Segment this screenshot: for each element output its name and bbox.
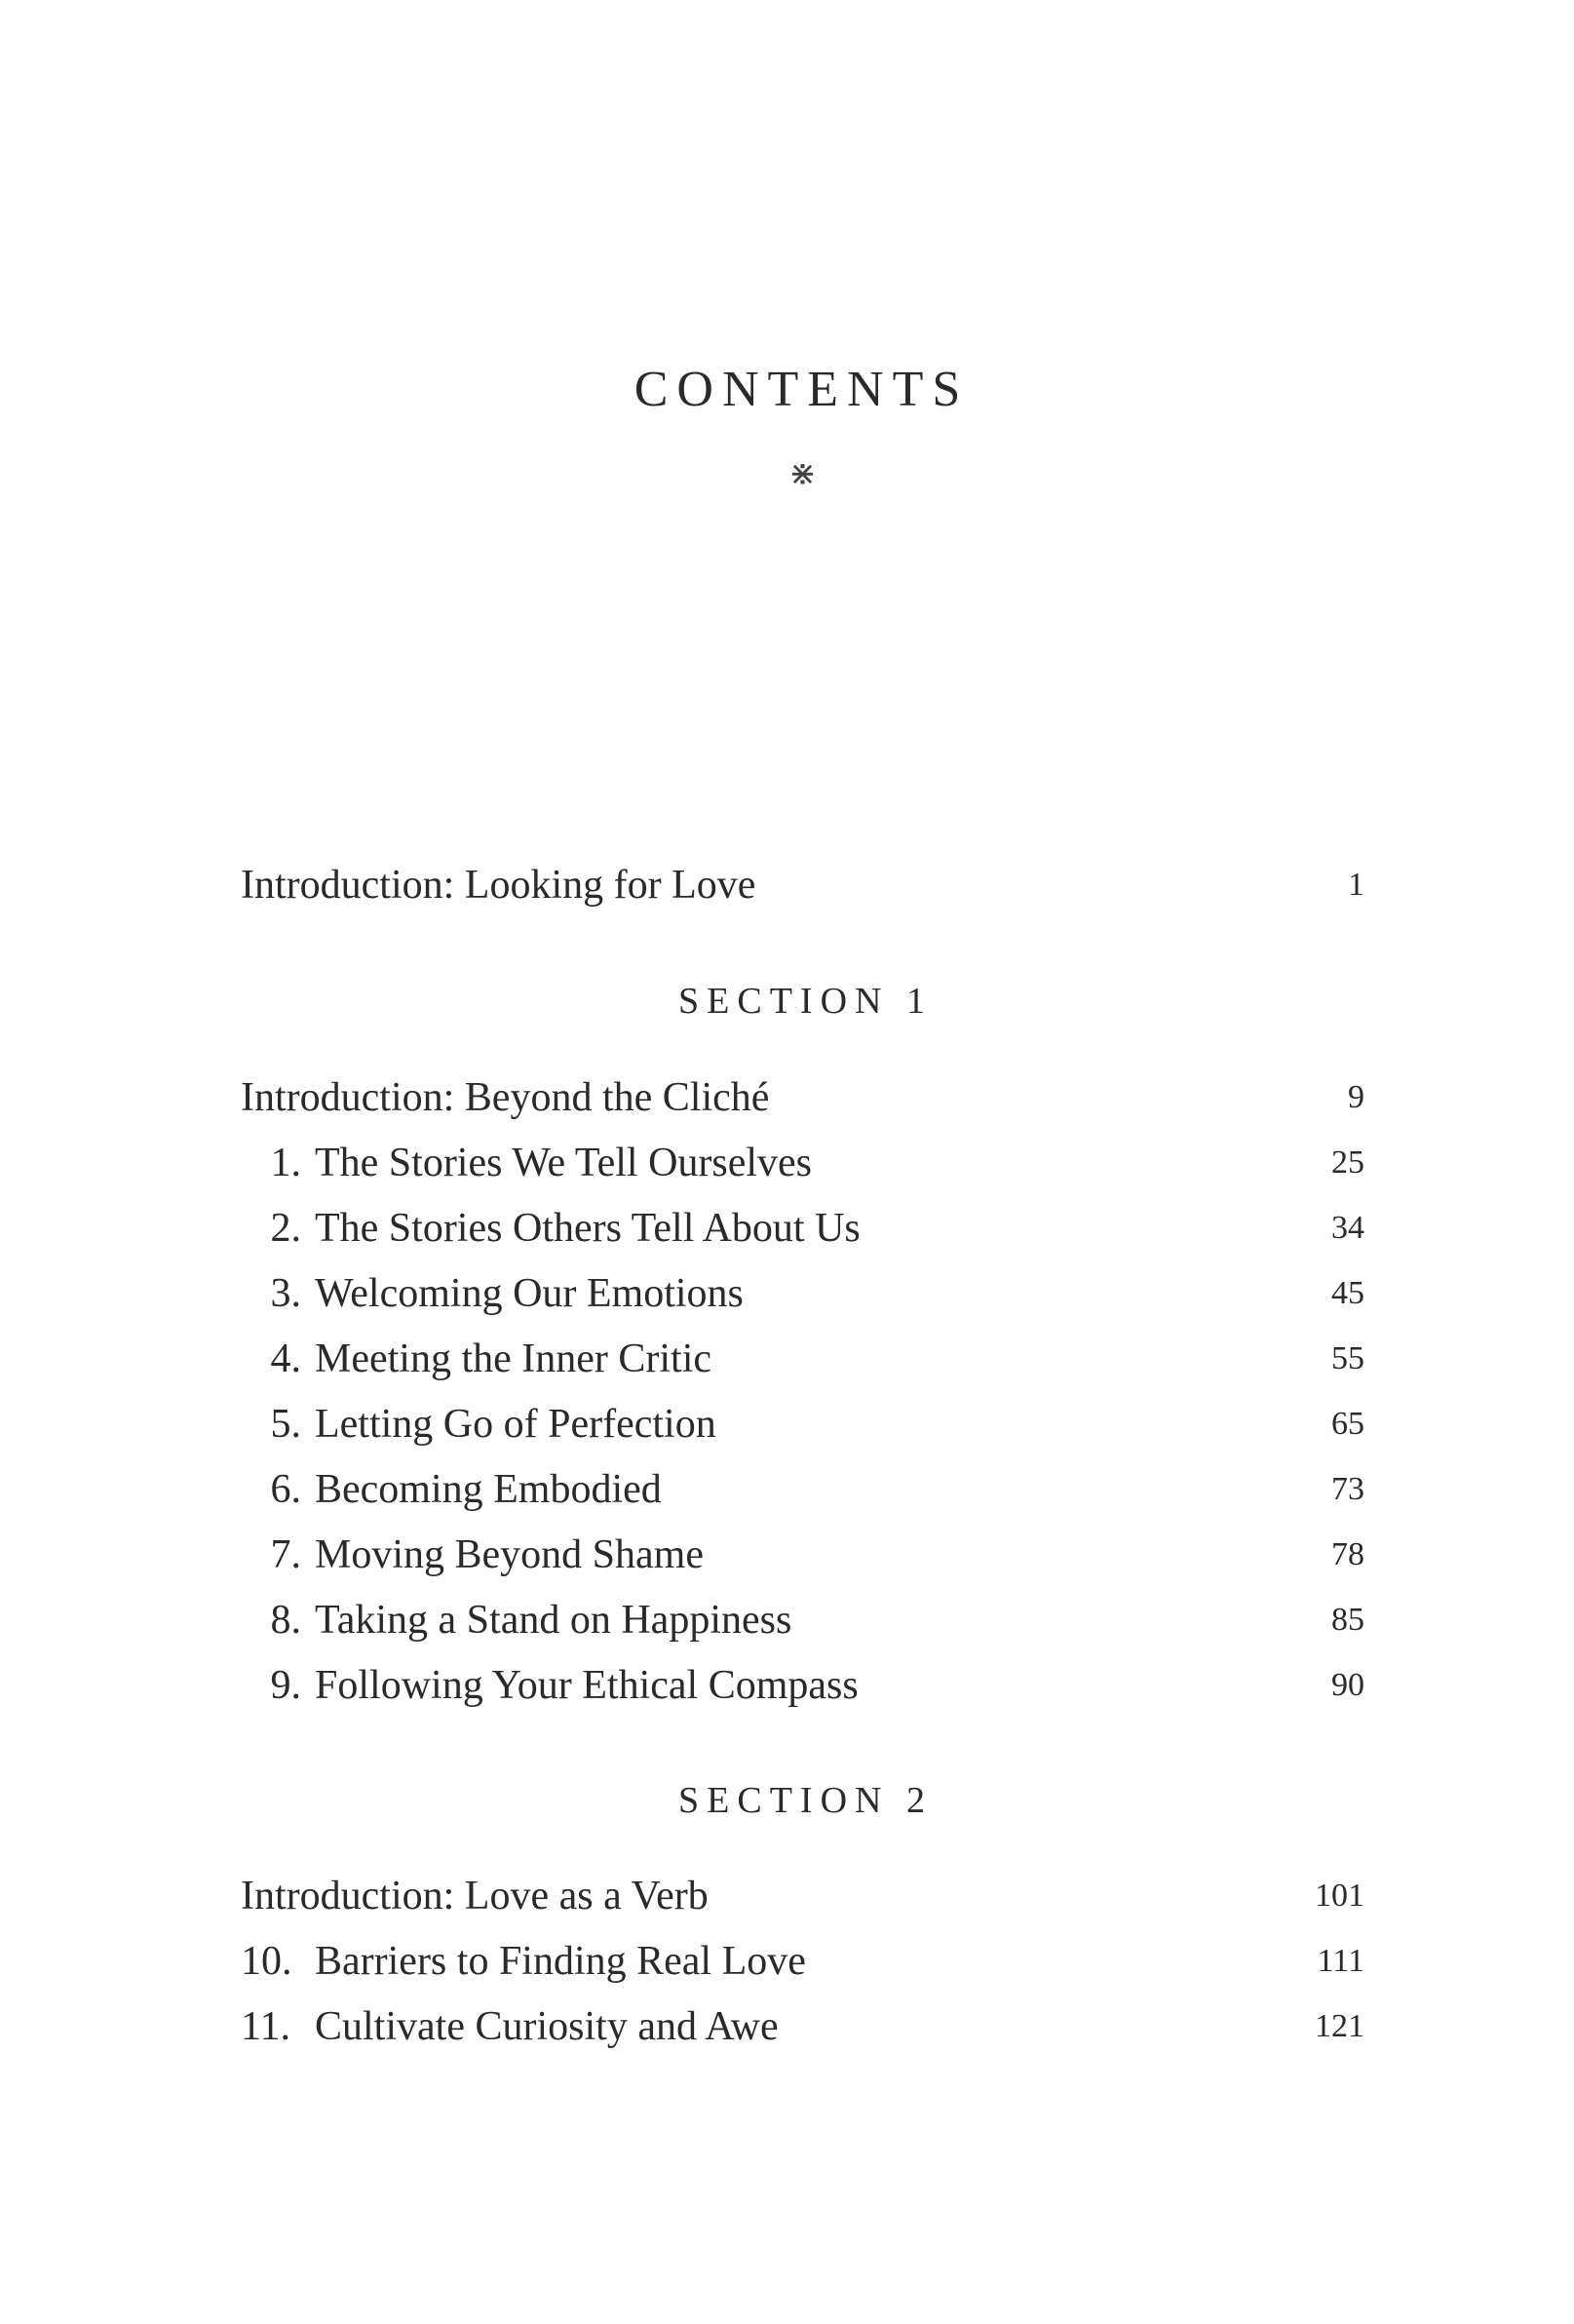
toc-entry-page: 111 bbox=[1317, 1943, 1364, 1979]
toc-entry-chapter-3[interactable] bbox=[241, 1264, 1364, 1323]
toc-entry-label: Following Your Ethical Compass bbox=[315, 1663, 859, 1708]
toc-entry-label: Taking a Stand on Happiness bbox=[315, 1598, 792, 1643]
toc-entry-label: The Stories Others Tell About Us bbox=[315, 1206, 861, 1251]
toc-entry-chapter-4[interactable] bbox=[241, 1330, 1364, 1388]
chapter-number: 8. bbox=[270, 1598, 301, 1643]
toc-entry-label: The Stories We Tell Ourselves bbox=[315, 1141, 813, 1185]
toc-entry-chapter-2[interactable] bbox=[241, 1199, 1364, 1258]
toc-entry-page: 1 bbox=[1348, 867, 1364, 903]
toc-entry-section1-introduction[interactable] bbox=[241, 1068, 1364, 1127]
chapter-number: 10. bbox=[241, 1939, 292, 1984]
toc-entry-section2-introduction[interactable] bbox=[241, 1867, 1364, 1925]
chapter-number: 3. bbox=[270, 1271, 301, 1316]
toc-entry-chapter-11[interactable] bbox=[241, 1997, 1364, 2056]
toc-entry-label: Barriers to Finding Real Love bbox=[315, 1939, 806, 1984]
toc-entry-page: 90 bbox=[1331, 1667, 1364, 1703]
chapter-number: 1. bbox=[270, 1141, 301, 1185]
toc-entry-label: Cultivate Curiosity and Awe bbox=[315, 2004, 779, 2049]
toc-entry-label: Welcoming Our Emotions bbox=[315, 1271, 744, 1316]
toc-entry-label: Letting Go of Perfection bbox=[315, 1402, 716, 1447]
chapter-number: 7. bbox=[270, 1532, 301, 1577]
chapter-number: 5. bbox=[270, 1402, 301, 1447]
toc-entry-page: 65 bbox=[1331, 1406, 1364, 1442]
toc-entry-label: Meeting the Inner Critic bbox=[315, 1336, 712, 1381]
chapter-number: 6. bbox=[270, 1467, 301, 1512]
chapter-number: 11. bbox=[241, 2004, 290, 2049]
toc-entry-page: 25 bbox=[1331, 1144, 1364, 1181]
toc-entry-chapter-10[interactable] bbox=[241, 1932, 1364, 1991]
toc-entry-chapter-8[interactable] bbox=[241, 1591, 1364, 1649]
chapter-number: 9. bbox=[270, 1663, 301, 1708]
toc-entry-label: Introduction: Beyond the Cliché bbox=[241, 1075, 770, 1120]
toc-entry-label: Introduction: Love as a Verb bbox=[241, 1874, 709, 1918]
chapter-number: 2. bbox=[270, 1206, 301, 1251]
toc-entry-page: 9 bbox=[1348, 1079, 1364, 1115]
section-heading-1: SECTION 1 bbox=[678, 981, 933, 1022]
toc-entry-chapter-1[interactable] bbox=[241, 1134, 1364, 1192]
toc-entry-page: 101 bbox=[1315, 1878, 1364, 1914]
toc-entry-page: 73 bbox=[1331, 1471, 1364, 1507]
toc-entry-page: 55 bbox=[1331, 1340, 1364, 1376]
toc-entry-page: 121 bbox=[1315, 2008, 1364, 2044]
section-heading-2: SECTION 2 bbox=[678, 1780, 933, 1821]
page-title: CONTENTS bbox=[633, 362, 970, 417]
chapter-number: 4. bbox=[270, 1336, 301, 1381]
asterism-ornament-icon: ⋇ bbox=[788, 456, 817, 492]
toc-entry-page: 78 bbox=[1331, 1536, 1364, 1572]
toc-entry-introduction[interactable] bbox=[241, 856, 1364, 914]
toc-entry-chapter-5[interactable] bbox=[241, 1395, 1364, 1453]
toc-entry-chapter-7[interactable] bbox=[241, 1526, 1364, 1584]
toc-entry-page: 34 bbox=[1331, 1210, 1364, 1246]
toc-entry-label: Becoming Embodied bbox=[315, 1467, 662, 1512]
toc-entry-label: Moving Beyond Shame bbox=[315, 1532, 704, 1577]
toc-entry-page: 45 bbox=[1331, 1275, 1364, 1311]
toc-entry-page: 85 bbox=[1331, 1602, 1364, 1638]
toc-entry-label: Introduction: Looking for Love bbox=[241, 863, 756, 908]
toc-entry-chapter-6[interactable] bbox=[241, 1460, 1364, 1519]
toc-entry-chapter-9[interactable] bbox=[241, 1656, 1364, 1715]
